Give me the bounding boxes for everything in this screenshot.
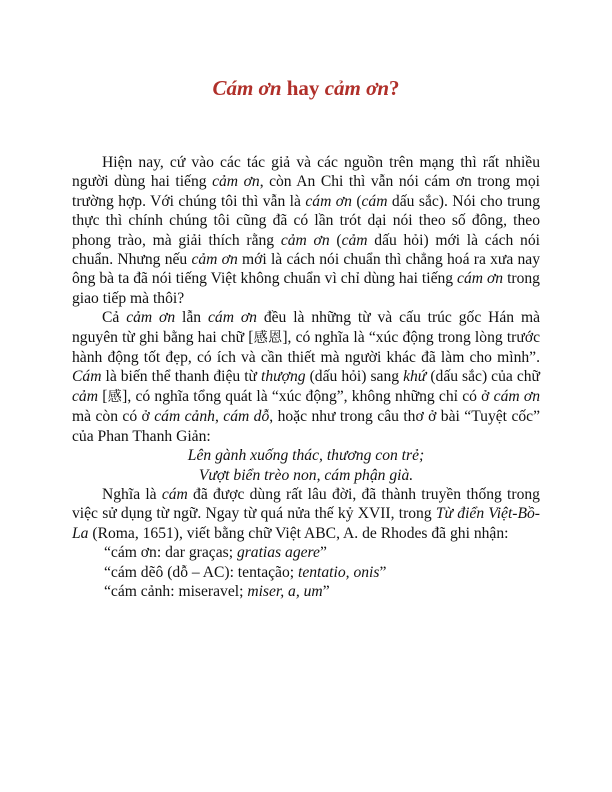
italic-term: cảm ơn	[126, 309, 176, 327]
paragraph-3	[72, 485, 540, 543]
italic-term: cám ơn	[457, 270, 504, 288]
entry-latin: gratias agere	[236, 544, 320, 562]
entry-close-quote: ”	[379, 563, 387, 581]
text-run: ], có nghĩa tổng quát là “xúc động”, không những chỉ có ở	[122, 387, 494, 405]
italic-term: cảm ơn	[280, 231, 330, 249]
text-run: Cả	[102, 309, 127, 327]
text-run: (dấu hỏi) sang	[305, 368, 404, 386]
article-body	[72, 153, 540, 601]
italic-term: cám ơn	[493, 387, 541, 405]
entry-text: “cám cảnh: miseravel;	[104, 582, 248, 600]
text-run: ,	[214, 408, 224, 426]
dictionary-title: Từ điển Việt-Bồ-La	[72, 505, 540, 542]
text-run: Hiện nay, cứ vào các tác giả và các nguồn trên mạng thì rất nhiều người dùng hai tiếng	[72, 154, 540, 191]
italic-term: khứ	[403, 368, 427, 386]
entry-latin: miser, a, um	[247, 582, 323, 600]
text-run: (	[329, 231, 342, 249]
verse-line: Lên gành xuống thác, thương con trẻ;	[187, 447, 425, 465]
text-run: ], có nghĩa là “xúc động trong lòng trước hành động tốt đẹp, có ích và cần thiết mà người khác đã làm cho mình”.	[72, 328, 540, 367]
italic-term: cảm ơn	[212, 173, 260, 191]
italic-term: cám ơn	[207, 309, 257, 327]
italic-term: cám dỗ	[223, 408, 270, 426]
text-run: mới là cách nói chuẩn thì chẳng hoá ra xưa nay ông bà ta đã nói tiếng Việt không chuẩn vì chỉ dùng hai tiếng	[72, 251, 541, 288]
dictionary-entry	[72, 543, 540, 562]
text-run: là biến thể thanh điệu từ	[101, 368, 262, 386]
text-run: lẫn	[175, 309, 208, 327]
title-question-mark: ?	[389, 76, 400, 100]
page-title	[0, 76, 612, 101]
italic-term: cảm ơn	[191, 251, 238, 269]
dictionary-entry	[72, 563, 540, 582]
text-run: trong giao tiếp mà thôi?	[72, 270, 540, 307]
dictionary-entry	[72, 582, 540, 601]
han-characters: 感恩	[253, 329, 283, 346]
italic-term: cám	[361, 192, 388, 210]
poem-verse	[72, 446, 540, 485]
italic-term: cảm	[341, 231, 368, 249]
text-run: Nghĩa là	[102, 485, 162, 503]
han-character: 感	[107, 388, 123, 405]
title-term-2: cảm ơn	[324, 76, 390, 100]
text-run: dấu hỏi) mới là cách nói chuẩn. Nhưng nếu	[72, 231, 540, 269]
italic-term: cám	[161, 485, 188, 503]
entry-close-quote: ”	[322, 582, 330, 600]
italic-term: cám ơn	[305, 192, 352, 210]
text-run: (	[351, 192, 362, 210]
entry-text: “cám ơn: dar graças;	[104, 544, 237, 562]
text-run: dấu sắc). Nói cho trung thực thì chính chúng tôi cũng đã có lần trót dại nói theo số đông, theo phong trào, mà giải thích rằng	[72, 192, 540, 249]
entry-latin: tentatio, onis	[298, 563, 380, 581]
paragraph-2	[72, 308, 540, 446]
text-run: (Roma, 1651), viết bằng chữ Việt ABC, A. de Rhodes đã ghi nhận:	[88, 524, 509, 542]
entry-close-quote: ”	[319, 544, 327, 562]
text-run: [	[97, 387, 108, 405]
entry-text: “cám dẽô (dỗ – AC): tentação;	[104, 563, 298, 581]
verse-line: Vượt biển trèo non, cám phận già.	[198, 466, 414, 484]
text-run: đều là những từ và cấu trúc gốc Hán mà nguyên từ ghi bằng hai chữ [	[72, 309, 541, 346]
text-run: (dấu sắc) của chữ	[426, 368, 541, 386]
italic-term: cám cảnh	[154, 408, 215, 426]
title-connector: hay	[281, 76, 325, 100]
text-run: đã được dùng rất lâu đời, đã thành truyền thống trong việc sử dụng từ ngữ. Ngay từ quá nửa thế kỷ XVII, trong	[72, 485, 540, 523]
italic-term: Cám	[72, 368, 102, 386]
title-term-1: Cám ơn	[212, 76, 282, 100]
italic-term: cảm	[72, 387, 98, 405]
text-run: , còn An Chi thì vẫn nói cám ơn trong mọi trường hợp. Với chúng tôi thì vẫn là	[72, 173, 540, 210]
text-run: mà còn có ở	[72, 408, 155, 426]
italic-term: thượng	[261, 368, 306, 386]
paragraph-1	[72, 153, 540, 308]
text-run: , hoặc như trong câu thơ ở bài “Tuyệt cốc” của Phan Thanh Giản:	[72, 408, 541, 445]
